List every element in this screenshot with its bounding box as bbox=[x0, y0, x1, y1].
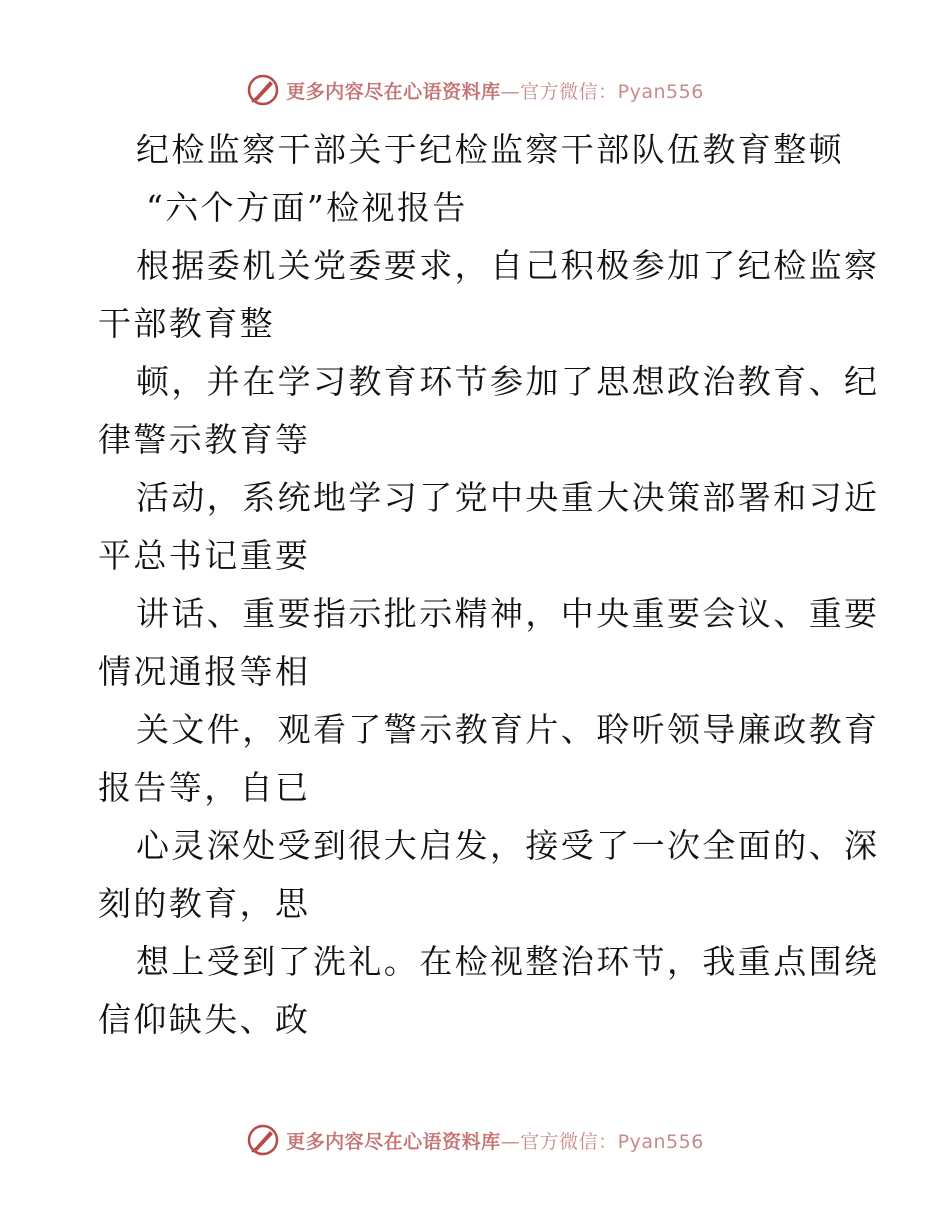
paragraph-line: 干部教育整 bbox=[98, 304, 275, 343]
paragraph-line: 心灵深处受到很大启发，接受了一次全面的、深 bbox=[136, 826, 880, 865]
paragraph-line: 想上受到了洗礼。在检视整治环节，我重点围绕 bbox=[136, 942, 880, 981]
paragraph-line: 顿，并在学习教育环节参加了思想政治教育、纪 bbox=[136, 362, 880, 401]
paragraph-line: 律警示教育等 bbox=[98, 420, 311, 459]
footer-watermark bbox=[0, 1120, 950, 1160]
watermark-text bbox=[286, 1127, 704, 1154]
paragraph-line: 活动，系统地学习了党中央重大决策部署和习近 bbox=[136, 478, 880, 517]
watermark-main-text: 更多内容尽在心语资料库 bbox=[286, 1130, 501, 1153]
paragraph-line: 根据委机关党委要求，自己积极参加了纪检监察 bbox=[136, 246, 880, 285]
quill-logo-icon bbox=[246, 1123, 280, 1157]
paragraph-line: 信仰缺失、政 bbox=[98, 1000, 311, 1039]
paragraph-line: 报告等，自已 bbox=[98, 768, 311, 807]
paragraph-line: 情况通报等相 bbox=[98, 652, 311, 691]
paragraph-line: 刻的教育，思 bbox=[98, 884, 311, 923]
paragraph-line: 讲话、重要指示批示精神，中央重要会议、重要 bbox=[136, 594, 880, 633]
document-title-line-1: 纪检监察干部关于纪检监察干部队伍教育整顿 bbox=[136, 130, 844, 169]
watermark-main-text: 更多内容尽在心语资料库 bbox=[286, 80, 501, 103]
watermark-sub-text: —官方微信：Pyan556 bbox=[500, 1130, 704, 1153]
watermark-sub-text: —官方微信：Pyan556 bbox=[500, 80, 704, 103]
watermark-text bbox=[286, 77, 704, 104]
paragraph-line: 关文件，观看了警示教育片、聆听领导廉政教育 bbox=[136, 710, 880, 749]
paragraph-line: 平总书记重要 bbox=[98, 536, 311, 575]
document-title-line-2: “六个方面”检视报告 bbox=[146, 188, 468, 227]
header-watermark bbox=[0, 70, 950, 110]
quill-logo-icon bbox=[246, 73, 280, 107]
